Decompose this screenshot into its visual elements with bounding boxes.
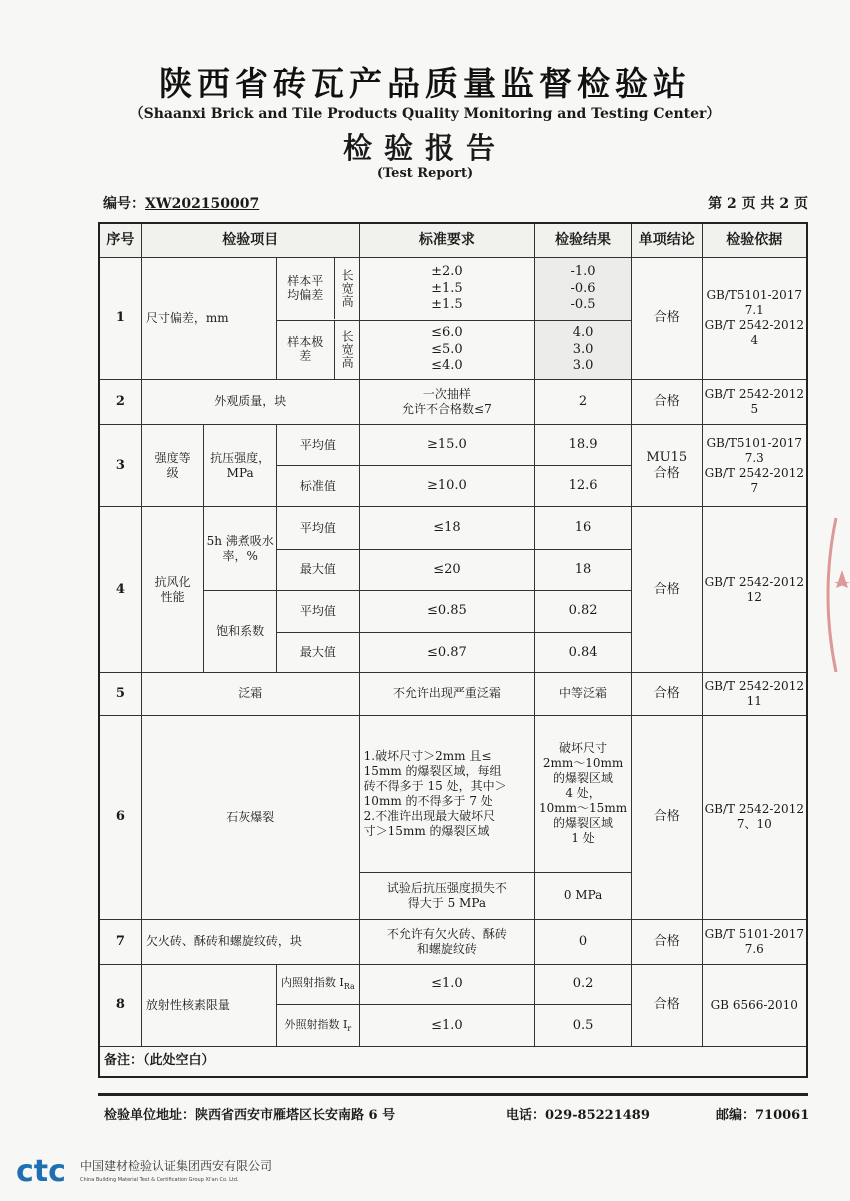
remarks: 备注：（此处空白）	[99, 1047, 807, 1077]
conclusion-cell: 合格	[631, 964, 702, 1046]
req-line: 不允许有欠火砖、酥砖	[386, 926, 507, 941]
req-value: 允许不合格数≤7	[402, 401, 492, 416]
item-lime-popping: 石灰爆裂	[141, 715, 359, 919]
company-name-cn: 中国建材检验认证集团西安有限公司	[80, 1159, 273, 1173]
req-value: ≤5.0	[431, 341, 463, 357]
basis-text: GB/T 2542-2012	[704, 574, 804, 589]
table-row	[99, 425, 807, 466]
seal-stamp-edge	[818, 510, 850, 680]
basis-text: 7.1	[744, 303, 764, 318]
basis-cell	[702, 379, 807, 424]
requirement-cell: ≥10.0	[359, 466, 534, 507]
req-value: ±1.5	[431, 296, 463, 312]
result-line: 破坏尺寸	[559, 741, 608, 756]
requirement-cell	[359, 320, 534, 379]
req-line: 得大于 5 MPa	[407, 895, 487, 910]
basis-text: GB/T 2542-2012	[704, 678, 804, 693]
basis-text: GB/T5101-2017	[706, 435, 803, 450]
requirement-cell	[359, 379, 534, 424]
basis-cell	[702, 258, 807, 380]
basis-text: 7.3	[744, 450, 764, 465]
conclusion-cell: 合格	[631, 919, 702, 964]
conclusion-cell: 合格	[631, 507, 702, 673]
basis-text: 7、10	[736, 817, 772, 832]
row-number: 2	[99, 379, 141, 424]
table-row	[99, 1047, 807, 1077]
footer-address: 检验单位地址：陕西省西安市雁塔区长安南路 6 号	[104, 1108, 396, 1123]
report-title-cn: 检验报告	[342, 131, 507, 165]
header-item: 检验项目	[141, 223, 359, 258]
basis-text: 7	[750, 480, 759, 495]
req-line: 2.不准许出现最大破坏尺	[363, 808, 496, 823]
ctc-logo	[16, 1152, 76, 1188]
sub-item-label: 平均值	[276, 590, 359, 632]
logo-text: ctc	[16, 1154, 66, 1188]
req-value: ≤4.0	[431, 357, 463, 373]
table-row	[99, 379, 807, 424]
basis-cell: GB 6566-2010	[702, 964, 807, 1046]
sub-item-cell	[276, 258, 359, 320]
result-line: 1 处	[571, 831, 595, 846]
result-value: 4.0	[572, 325, 594, 341]
requirement-cell	[359, 919, 534, 964]
result-cell: 16	[535, 507, 632, 549]
result-cell: 18.9	[535, 425, 632, 466]
table-row	[99, 673, 807, 715]
result-cell: 0.84	[535, 633, 632, 673]
table-header-row	[99, 223, 807, 258]
req-value: ±2.0	[431, 264, 463, 280]
item-appearance: 外观质量，块	[141, 379, 359, 424]
row-number: 4	[99, 507, 141, 673]
requirement-cell	[359, 873, 534, 919]
conclusion-cell	[631, 425, 702, 507]
sub-item-water-absorption: 5h 沸煮吸水率，%	[204, 507, 277, 590]
sub-item-label: 外照射指数 $I_r$	[276, 1005, 359, 1047]
requirement-cell: ≤20	[359, 549, 534, 590]
basis-text: GB/T 2542-2012	[704, 318, 804, 333]
dimension-labels: 长宽高	[340, 269, 355, 309]
basis-text: GB/T 5101-2017	[704, 926, 804, 941]
company-name-en: China Building Material Test & Certification Group Xi'an Co. Ltd.	[80, 1177, 239, 1183]
result-value: -1.0	[570, 264, 596, 280]
table-row	[99, 507, 807, 549]
requirement-cell: 不允许出现严重泛霜	[359, 673, 534, 715]
row-number: 6	[99, 715, 141, 919]
result-value: -0.5	[570, 296, 596, 312]
req-line: 15mm 的爆裂区域，每组	[363, 763, 502, 778]
req-line: 试验后抗压强度损失不	[386, 880, 507, 895]
result-cell: 12.6	[535, 466, 632, 507]
basis-text: 11	[746, 693, 762, 708]
basis-text: GB/T 2542-2012	[704, 802, 804, 817]
footer-divider	[98, 1093, 808, 1096]
result-cell	[535, 258, 632, 320]
table-row	[99, 258, 807, 320]
result-line: 的爆裂区域	[553, 816, 614, 831]
result-cell: 0 MPa	[535, 873, 632, 919]
table-row	[99, 964, 807, 1004]
result-line: 10mm～15mm	[539, 801, 628, 816]
basis-cell	[702, 673, 807, 715]
result-cell: 0	[535, 919, 632, 964]
sub-item-label: 平均值	[276, 507, 359, 549]
row-number: 8	[99, 964, 141, 1046]
basis-cell	[702, 425, 807, 507]
item-compressive-strength: 抗压强度，MPa	[204, 425, 277, 507]
table-row	[99, 919, 807, 964]
org-title-cn: 陕西省砖瓦产品质量监督检验站	[159, 64, 691, 103]
req-line: 砖不得多于 15 处，其中＞	[363, 778, 507, 793]
result-value: -0.6	[570, 280, 596, 296]
result-cell: 0.5	[535, 1005, 632, 1047]
serial-label: 编号：	[103, 196, 145, 212]
org-title-en: （Shaanxi Brick and Tile Products Quality Monitoring and Testing Center）	[129, 106, 721, 122]
result-line: 的爆裂区域	[553, 771, 614, 786]
basis-text: 4	[750, 333, 759, 348]
requirement-cell: ≤18	[359, 507, 534, 549]
basis-text: GB/T 2542-2012	[704, 465, 804, 480]
basis-text: 12	[746, 589, 762, 604]
result-cell: 2	[535, 379, 632, 424]
conclusion-cell: 合格	[631, 673, 702, 715]
req-value: ≤6.0	[431, 325, 463, 341]
item-strength-grade: 强度等级	[141, 425, 204, 507]
item-underburnt-brick: 欠火砖、酥砖和螺旋纹砖，块	[141, 919, 359, 964]
footer-postcode: 邮编：710061	[716, 1108, 810, 1123]
req-line: 和螺旋纹砖	[416, 941, 477, 956]
result-line: 2mm～10mm	[542, 756, 624, 771]
result-cell: 0.82	[535, 590, 632, 632]
requirement-cell: ≤0.85	[359, 590, 534, 632]
req-value: ±1.5	[431, 280, 463, 296]
result-line: 4 处，	[565, 786, 601, 801]
result-cell: 18	[535, 549, 632, 590]
header-conclusion: 单项结论	[631, 223, 702, 258]
result-cell	[535, 715, 632, 873]
result-cell: 0.2	[535, 964, 632, 1004]
item-dimension-deviation: 尺寸偏差，mm	[141, 258, 276, 380]
sub-item-label: 最大值	[276, 549, 359, 590]
basis-text: GB/T5101-2017	[706, 288, 803, 303]
result-value: 3.0	[572, 341, 594, 357]
sub-item-mean-deviation: 样本平均偏差	[287, 274, 324, 302]
serial-number	[103, 193, 259, 213]
basis-cell	[702, 715, 807, 919]
result-cell: 中等泛霜	[535, 673, 632, 715]
row-number: 5	[99, 673, 141, 715]
row-number: 1	[99, 258, 141, 380]
report-title-en: (Test Report)	[376, 166, 474, 181]
requirement-cell	[359, 258, 534, 320]
requirement-cell: ≥15.0	[359, 425, 534, 466]
conclusion-cell: 合格	[631, 379, 702, 424]
dimension-labels: 长宽高	[340, 330, 355, 370]
req-line: 寸＞15mm 的爆裂区域	[363, 823, 490, 838]
requirement-cell	[359, 715, 534, 873]
header-no: 序号	[99, 223, 141, 258]
sub-item-label: 内照射指数 $I_{Ra}$	[276, 964, 359, 1004]
table-row	[99, 715, 807, 873]
basis-text: 7.6	[744, 941, 764, 956]
sub-item-range: 样本极差	[287, 334, 324, 363]
sub-item-label: 标准值	[276, 466, 359, 507]
basis-text: 5	[750, 401, 759, 416]
requirement-cell: ≤0.87	[359, 633, 534, 673]
conclusion-cell: 合格	[631, 715, 702, 919]
test-results-table	[98, 222, 808, 1078]
conclusion-cell: 合格	[631, 258, 702, 380]
requirement-cell: ≤1.0	[359, 964, 534, 1004]
basis-cell	[702, 919, 807, 964]
sub-item-saturation-coefficient: 饱和系数	[204, 590, 277, 672]
basis-text: GB/T 2542-2012	[704, 386, 804, 401]
basis-cell	[702, 507, 807, 673]
conclusion-value: 合格	[653, 465, 680, 481]
header-basis: 检验依据	[702, 223, 807, 258]
item-efflorescence: 泛霜	[141, 673, 359, 715]
result-value: 3.0	[572, 357, 594, 373]
requirement-cell: ≤1.0	[359, 1005, 534, 1047]
serial-value: XW202150007	[145, 196, 260, 212]
row-number: 7	[99, 919, 141, 964]
item-weathering-resistance: 抗风化性能	[141, 507, 204, 673]
req-line: 1.破坏尺寸＞2mm 且≤	[363, 748, 492, 763]
grade-value: MU15	[646, 449, 688, 465]
req-value: 一次抽样	[422, 386, 471, 401]
result-cell	[535, 320, 632, 379]
sub-item-label: 最大值	[276, 633, 359, 673]
header-result: 检验结果	[535, 223, 632, 258]
sub-item-cell	[276, 320, 359, 379]
req-line: 10mm 的不得多于 7 处	[363, 793, 493, 808]
footer-phone: 电话：029-85221489	[506, 1108, 650, 1123]
header-requirement: 标准要求	[359, 223, 534, 258]
sub-item-label: 平均值	[276, 425, 359, 466]
page-indicator: 第 2 页 共 2 页	[708, 196, 808, 212]
item-radionuclide-limit: 放射性核素限量	[141, 964, 276, 1046]
row-number: 3	[99, 425, 141, 507]
